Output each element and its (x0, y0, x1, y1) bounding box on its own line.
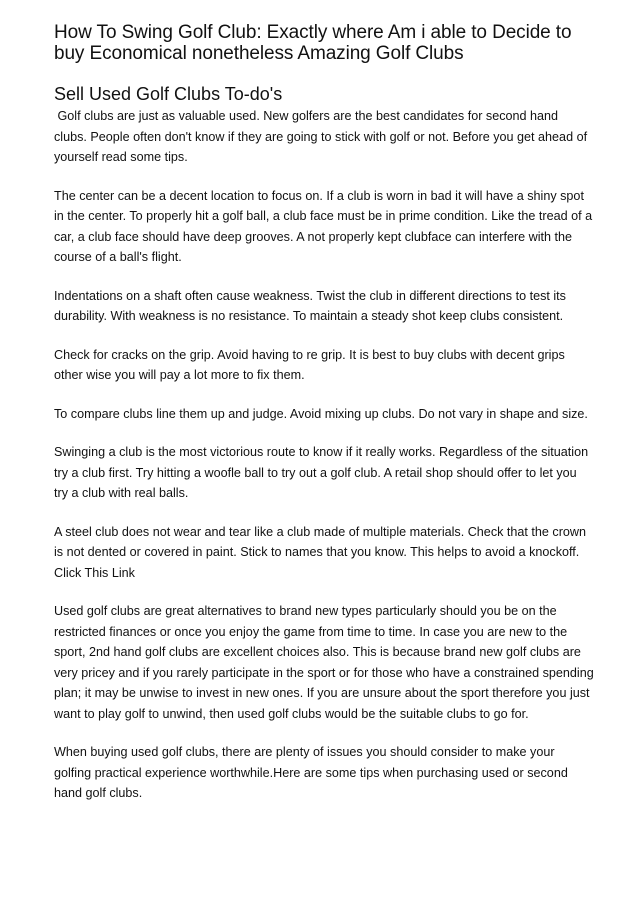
paragraph-alternatives: Used golf clubs are great alternatives to brand new types particularly should you be on the restricted finances or once you enjoy the game from time to time. In case you are new to the sport, 2nd hand golf clubs are excellent choices also. This is because brand new golf clubs are very pricey and if you rarely participate in the sport or for those who have a constrained spending plan; it may be unwise to invest in new ones. If you are unsure about the sport therefore you just want to play golf to unwind, then used golf clubs would be the suitable clubs to go for. (54, 604, 594, 721)
section-heading: Sell Used Golf Clubs To-do's (54, 84, 283, 104)
document-title: How To Swing Golf Club: Exactly where Am i able to Decide to buy Economical nonetheless Amazing Golf Clubs (54, 22, 572, 64)
paragraph-intro: Golf clubs are just as valuable used. New golfers are the best candidates for second hand clubs. People often don't know if they are going to stick with golf or not. Before you get ahead of yourself read some tips. (54, 109, 591, 164)
click-this-link[interactable]: Click This Link (54, 565, 135, 580)
paragraph-buying-tips: When buying used golf clubs, there are plenty of issues you should consider to make your golfing practical experience worthwhile.Here are some tips when purchasing used or second hand golf clubs. (54, 745, 568, 800)
paragraph-grip: Check for cracks on the grip. Avoid having to re grip. It is best to buy clubs with decent grips other wise you will pay a lot more to fix them. (54, 347, 565, 382)
document-page (54, 22, 594, 804)
paragraph-shaft: Indentations on a shaft often cause weakness. Twist the club in different directions to test its durability. With weakness is no resistance. To maintain a steady shot keep clubs consistent. (54, 288, 566, 323)
paragraph-swing: Swinging a club is the most victorious route to know if it really works. Regardless of the situation try a club first. Try hitting a woofle ball to try out a golf club. A retail shop should offer to let you try a club with real balls. (54, 445, 589, 500)
paragraph-steel: A steel club does not wear and tear like a club made of multiple materials. Check that the crown is not dented or covered in paint. Stick to names that you know. This helps to avoid a knockoff. (54, 524, 587, 559)
paragraph-compare: To compare clubs line them up and judge. Avoid mixing up clubs. Do not vary in shape and size. (54, 406, 588, 421)
paragraph-club-face: The center can be a decent location to focus on. If a club is worn in bad it will have a shiny spot in the center. To properly hit a golf ball, a club face must be in prime condition. Like the tread of a car, a club face should have deep grooves. A not properly kept clubface can interfere with the course of a ball's flight. (54, 188, 593, 264)
